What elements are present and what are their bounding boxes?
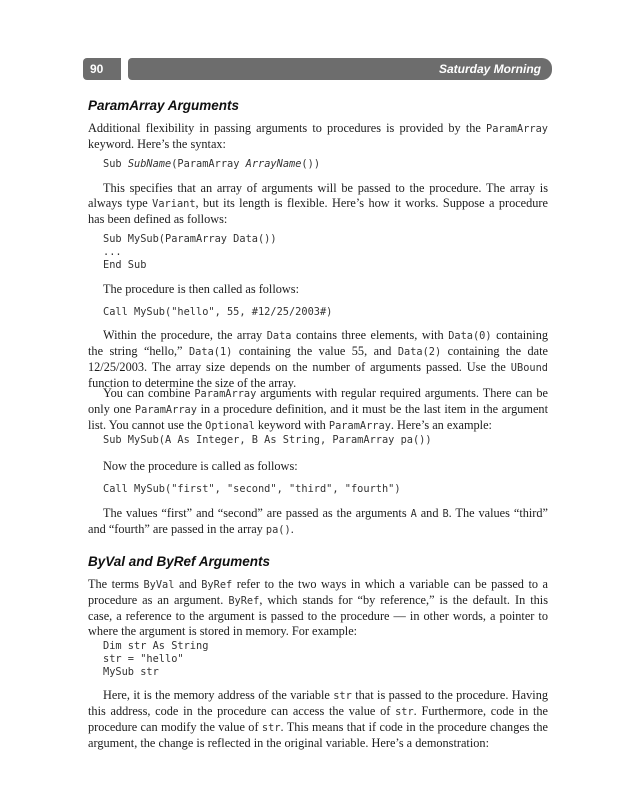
paragraph: Additional flexibility in passing arguments to procedures is provided by the ParamArray keyword. Here’s the syntax:: [88, 121, 548, 151]
code-block: Call MySub("first", "second", "third", "fourth"): [103, 483, 401, 495]
code-block: Sub MySub(A As Integer, B As String, ParamArray pa()): [103, 434, 432, 446]
code-block: Sub MySub(ParamArray Data()) ... End Sub: [103, 233, 277, 271]
code-block: Call MySub("hello", 55, #12/25/2003#): [103, 306, 333, 318]
section-heading-byval-byref: ByVal and ByRef Arguments: [88, 554, 271, 569]
page-number-tab: 90: [83, 58, 121, 80]
paragraph: The procedure is then called as follows:: [103, 282, 299, 296]
paragraph: The terms ByVal and ByRef refer to the two ways in which a variable can be passed to a procedure as an argument. ByRef, which stands for “by reference,” is the default. In this case, a reference to the argument is passed to the procedure — in other words, a pointer to where the argument is stored in memory. For example:: [88, 577, 548, 638]
paragraph: The values “first” and “second” are passed as the arguments A and B. The values “third” and “fourth” are passed in the array pa().: [88, 506, 548, 536]
paragraph: Here, it is the memory address of the variable str that is passed to the procedure. Having this address, code in the procedure can access the value of str. Furthermore, code in the procedure can modify the value of str. This means that if code in the procedure changes the argument, the change is reflected in the original variable. Here’s a demonstration:: [88, 688, 549, 750]
code-block: Dim str As String str = "hello" MySub str: [103, 640, 209, 678]
paragraph: Now the procedure is called as follows:: [103, 459, 298, 473]
paragraph: Within the procedure, the array Data contains three elements, with Data(0) containing the string “hello,” Data(1) containing the value 55, and Data(2) containing the date 12/25/2003. The array size depends on the number of arguments passed. Use the UBound function to determine the size of the array.: [88, 328, 548, 390]
paragraph: This specifies that an array of arguments will be passed to the procedure. The array is always type Variant, but its length is flexible. Here’s how it works. Suppose a procedure has been defined as follows:: [88, 181, 548, 226]
section-heading-paramarray: ParamArray Arguments: [88, 98, 240, 113]
code-syntax: Sub SubName(ParamArray ArrayName()): [103, 158, 321, 170]
paragraph: You can combine ParamArray arguments with regular required arguments. There can be only one ParamArray in a procedure definition, and it must be the last item in the argument list. You cannot use the Optional keyword with ParamArray. Here’s an example:: [88, 386, 549, 432]
running-header-bar: Saturday Morning: [128, 58, 552, 80]
